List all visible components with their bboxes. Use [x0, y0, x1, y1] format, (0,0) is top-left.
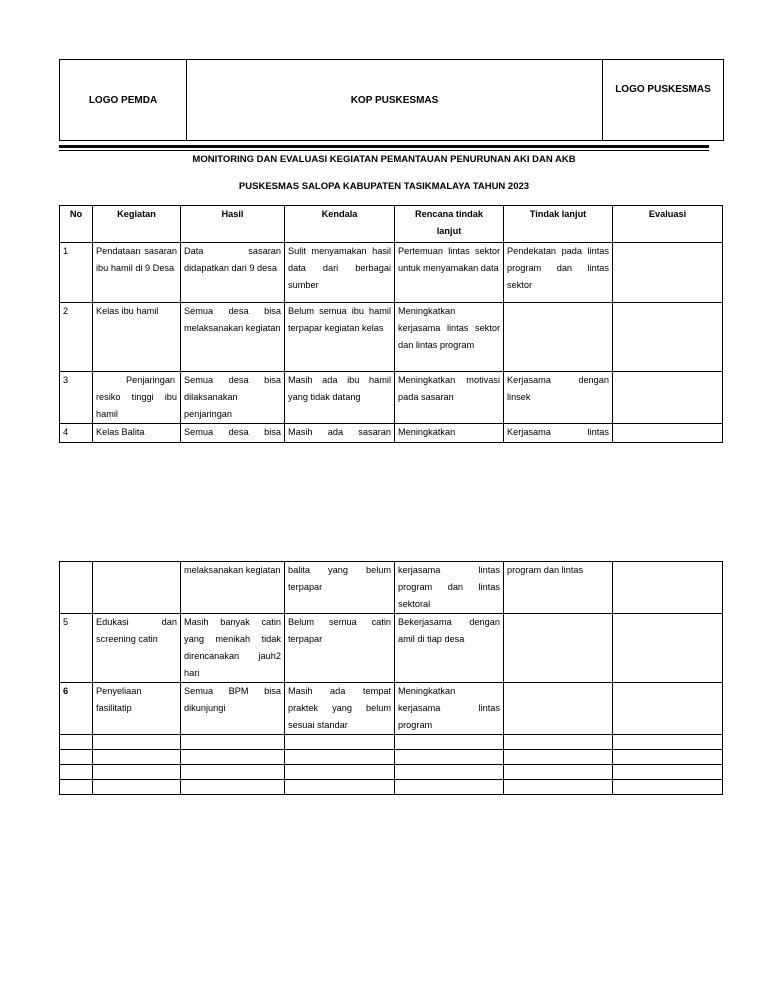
cell-kendala: Masih ada ibu hamil yang tidak datang [285, 372, 395, 424]
cell-hasil: Masih banyak catin yang menikah tidak direncanakan jauh2 hari [181, 614, 285, 683]
cell-no [60, 562, 93, 614]
logo-puskesmas-placeholder: LOGO PUSKESMAS [603, 60, 724, 141]
cell-rencana: Bekerjasama dengan amil di tiap desa [395, 614, 504, 683]
header-kendala: Kendala [285, 206, 395, 243]
table-row [60, 614, 723, 683]
cell-kegiatan: Edukasi dan screening catin [93, 614, 181, 683]
header-divider-thick [59, 145, 709, 148]
cell-hasil: Semua BPM bisa dikunjungi [181, 683, 285, 735]
cell-evaluasi [613, 424, 723, 443]
cell-tindak [504, 683, 613, 735]
cell-rencana: kerjasama lintas program dan lintas sektoral [395, 562, 504, 614]
cell-tindak: Kerjasama lintas [504, 424, 613, 443]
header-divider-thin [59, 150, 709, 151]
cell-rencana: Meningkatkan [395, 424, 504, 443]
cell-rencana: Meningkatkan motivasi pada sasaran [395, 372, 504, 424]
cell-kegiatan: Penjaringan resiko tinggi ibu hamil [93, 372, 181, 424]
header-tindak: Tindak lanjut [504, 206, 613, 243]
cell-evaluasi [613, 372, 723, 424]
header-rencana: Rencana tindak lanjut [395, 206, 504, 243]
header-no: No [60, 206, 93, 243]
table-row [60, 372, 723, 424]
cell-no: 2 [60, 303, 93, 372]
cell-hasil: Semua desa bisa melaksanakan kegiatan [181, 303, 285, 372]
cell-kegiatan: Penyeliaan fasilitatip [93, 683, 181, 735]
monev-table-page-1 [59, 205, 723, 443]
cell-hasil: Semua desa bisa [181, 424, 285, 443]
cell-kendala: Sulit menyamakan hasil data dari berbagai sumber [285, 243, 395, 303]
cell-evaluasi [613, 562, 723, 614]
table-row [60, 243, 723, 303]
table-row [60, 303, 723, 372]
cell-tindak [504, 614, 613, 683]
empty-row [60, 735, 723, 750]
cell-kendala: Masih ada sasaran [285, 424, 395, 443]
cell-kendala: Masih ada tempat praktek yang belum sesuai standar [285, 683, 395, 735]
cell-kegiatan: Pendataan sasaran ibu hamil di 9 Desa [93, 243, 181, 303]
cell-rencana: Pertemuan lintas sektor untuk menyamakan data [395, 243, 504, 303]
header-kegiatan: Kegiatan [93, 206, 181, 243]
empty-row [60, 780, 723, 795]
document-subtitle: PUSKESMAS SALOPA KABUPATEN TASIKMALAYA TAHUN 2023 [238, 181, 530, 192]
cell-no: 1 [60, 243, 93, 303]
header-evaluasi: Evaluasi [613, 206, 723, 243]
header-hasil: Hasil [181, 206, 285, 243]
table-row [60, 424, 723, 443]
cell-tindak: program dan lintas [504, 562, 613, 614]
table-row [60, 683, 723, 735]
kop-puskesmas-placeholder: KOP PUSKESMAS [187, 60, 603, 141]
letterhead [59, 59, 724, 141]
cell-evaluasi [613, 614, 723, 683]
cell-kegiatan [93, 562, 181, 614]
cell-tindak: Pendekatan pada lintas program dan lintas sektor [504, 243, 613, 303]
empty-row [60, 750, 723, 765]
cell-no: 3 [60, 372, 93, 424]
cell-hasil: melaksanakan kegiatan [181, 562, 285, 614]
cell-tindak: Kerjasama dengan linsek [504, 372, 613, 424]
document-title: MONITORING DAN EVALUASI KEGIATAN PEMANTAUAN PENURUNAN AKI DAN AKB [192, 154, 576, 165]
cell-kendala: Belum semua ibu hamil terpapar kegiatan kelas [285, 303, 395, 372]
cell-kendala: Belum semua catin terpapar [285, 614, 395, 683]
logo-pemda-placeholder: LOGO PEMDA [60, 60, 187, 141]
cell-rencana: Meningkatkan kerjasama lintas program [395, 683, 504, 735]
cell-kendala: balita yang belum terpapar [285, 562, 395, 614]
cell-evaluasi [613, 683, 723, 735]
monev-table-page-2 [59, 561, 723, 795]
cell-no: 6 [60, 683, 93, 735]
cell-kegiatan: Kelas ibu hamil [93, 303, 181, 372]
table-row [60, 562, 723, 614]
cell-no: 5 [60, 614, 93, 683]
cell-hasil: Data sasaran didapatkan dari 9 desa [181, 243, 285, 303]
cell-tindak [504, 303, 613, 372]
cell-evaluasi [613, 243, 723, 303]
cell-rencana: Meningkatkan kerjasama lintas sektor dan lintas program [395, 303, 504, 372]
cell-hasil: Semua desa bisa dilaksanakan penjaringan [181, 372, 285, 424]
empty-row [60, 765, 723, 780]
table-header-row [60, 206, 723, 243]
cell-evaluasi [613, 303, 723, 372]
cell-kegiatan: Kelas Balita [93, 424, 181, 443]
cell-no: 4 [60, 424, 93, 443]
